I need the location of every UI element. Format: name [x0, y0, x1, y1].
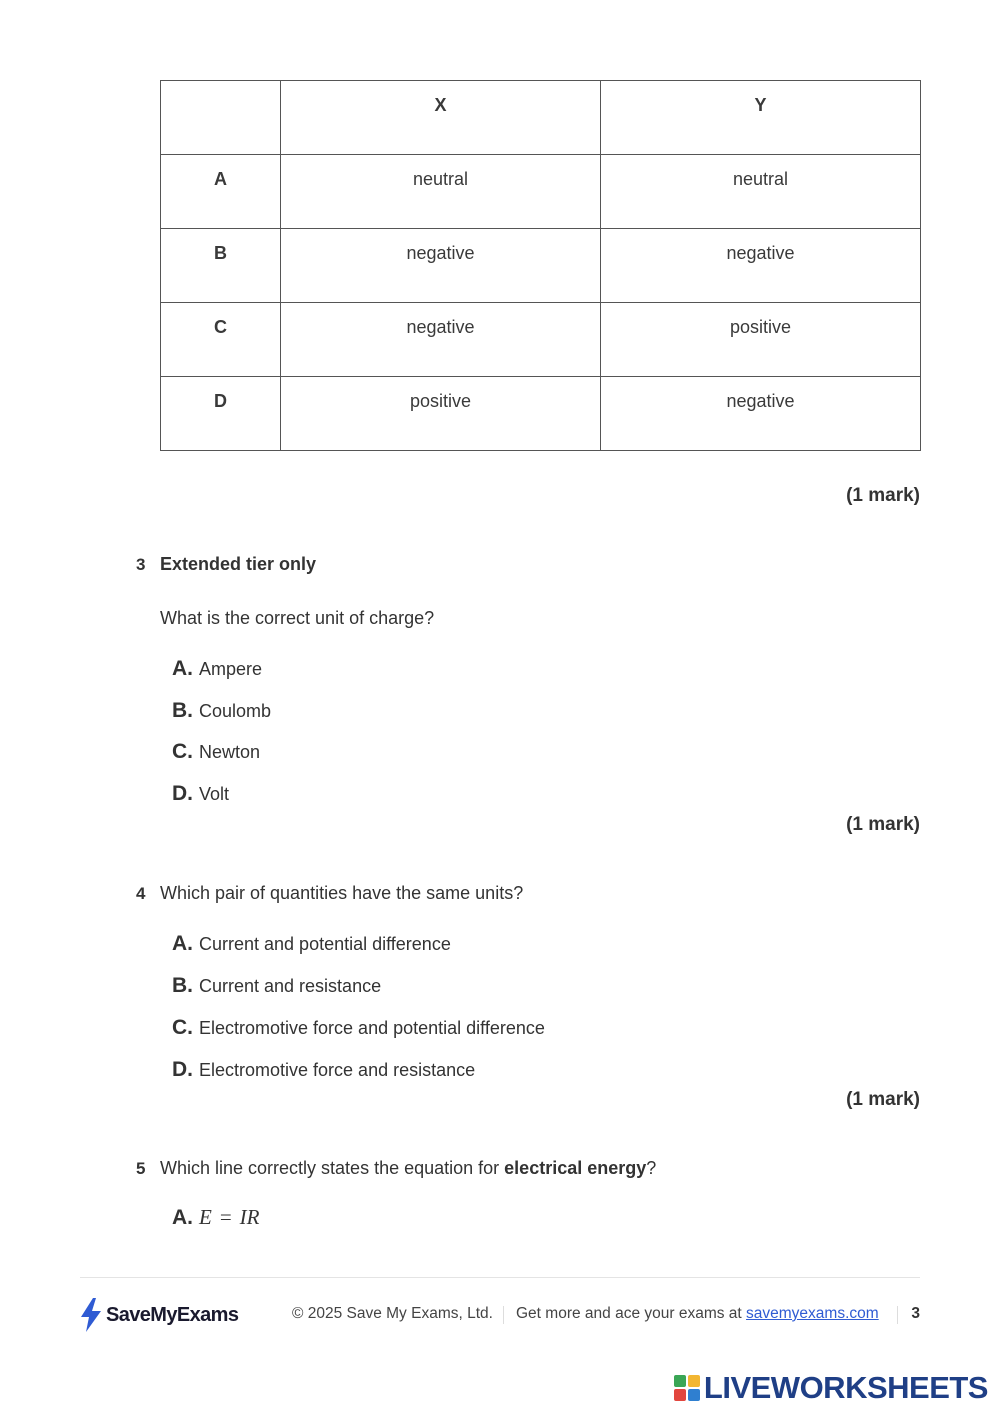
footer-promo-text: Get more and ace your exams at [516, 1305, 747, 1322]
footer-separator [897, 1306, 898, 1324]
option-letter: D. [172, 782, 193, 805]
table-row [161, 155, 921, 229]
option-text: Current and resistance [199, 976, 382, 996]
q4-number: 4 [136, 884, 146, 903]
table-row [161, 377, 921, 451]
table-header-cell [161, 81, 281, 155]
table-cell: neutral [601, 155, 921, 229]
table-header-cell: X [281, 81, 601, 155]
row-label: A [161, 155, 281, 229]
answer-table [160, 80, 921, 451]
table-header-row [161, 81, 921, 155]
q5-question-post: ? [646, 1158, 657, 1178]
q3-option-a[interactable] [172, 657, 262, 681]
option-letter: B. [172, 974, 193, 997]
row-label: C [161, 303, 281, 377]
q3-option-c[interactable] [172, 740, 260, 764]
option-text: Coulomb [199, 701, 272, 721]
logo-text: SaveMyExams [106, 1303, 239, 1326]
option-text: Electromotive force and resistance [199, 1060, 476, 1080]
footer-link[interactable]: savemyexams.com [746, 1305, 879, 1322]
footer-separator [503, 1306, 504, 1324]
q4-option-d[interactable] [172, 1058, 475, 1082]
page-number: 3 [911, 1305, 920, 1322]
option-text: Newton [199, 742, 261, 762]
q3-mark: (1 mark) [846, 814, 920, 835]
equation-equals: = [219, 1205, 232, 1229]
q3-title: Extended tier only [160, 554, 317, 574]
q4-option-b[interactable] [172, 974, 381, 998]
option-letter: C. [172, 1016, 193, 1039]
q4-option-c[interactable] [172, 1016, 545, 1040]
q3-option-b[interactable] [172, 699, 271, 723]
q5-question-bold: electrical energy [504, 1158, 647, 1178]
option-text: Ampere [199, 659, 263, 679]
option-letter: C. [172, 740, 193, 763]
option-letter: A. [172, 932, 193, 955]
table-cell: negative [281, 229, 601, 303]
q5-question [160, 1158, 656, 1179]
table-row [161, 229, 921, 303]
option-text: Electromotive force and potential difference [199, 1018, 545, 1038]
option-letter: A. [172, 657, 193, 680]
q4-option-a[interactable] [172, 932, 451, 956]
equation-lhs: E [199, 1205, 212, 1229]
table-cell: negative [281, 303, 601, 377]
table-cell: positive [281, 377, 601, 451]
equation-rhs: IR [239, 1205, 260, 1229]
savemyexams-logo [80, 1298, 238, 1332]
table-row [161, 303, 921, 377]
table-cell: negative [601, 229, 921, 303]
footer-promo [516, 1305, 879, 1323]
option-letter: B. [172, 699, 193, 722]
option-letter: A. [172, 1206, 193, 1229]
q3-number: 3 [136, 555, 146, 574]
q3-option-d[interactable] [172, 782, 229, 806]
option-letter: D. [172, 1058, 193, 1081]
option-text: Current and potential difference [199, 934, 451, 954]
table-cell: negative [601, 377, 921, 451]
liveworksheets-watermark [674, 1372, 988, 1404]
liveworksheets-logo-icon [674, 1375, 700, 1401]
q3-question: What is the correct unit of charge? [160, 608, 435, 628]
row-label: D [161, 377, 281, 451]
q5-question-pre: Which line correctly states the equation for [160, 1158, 505, 1178]
footer-copyright: © 2025 Save My Exams, Ltd. [292, 1305, 493, 1322]
q4-question: Which pair of quantities have the same units? [160, 883, 524, 903]
lightning-bolt-icon [80, 1298, 102, 1332]
table-cell: neutral [281, 155, 601, 229]
q5-option-a[interactable] [172, 1205, 260, 1230]
table-header-cell: Y [601, 81, 921, 155]
q2-mark: (1 mark) [846, 485, 920, 506]
footer-divider [80, 1277, 920, 1278]
table-cell: positive [601, 303, 921, 377]
q5-number: 5 [136, 1159, 146, 1178]
row-label: B [161, 229, 281, 303]
liveworksheets-text: LIVEWORKSHEETS [703, 1370, 988, 1405]
q4-mark: (1 mark) [846, 1089, 920, 1110]
option-text: Volt [199, 784, 230, 804]
